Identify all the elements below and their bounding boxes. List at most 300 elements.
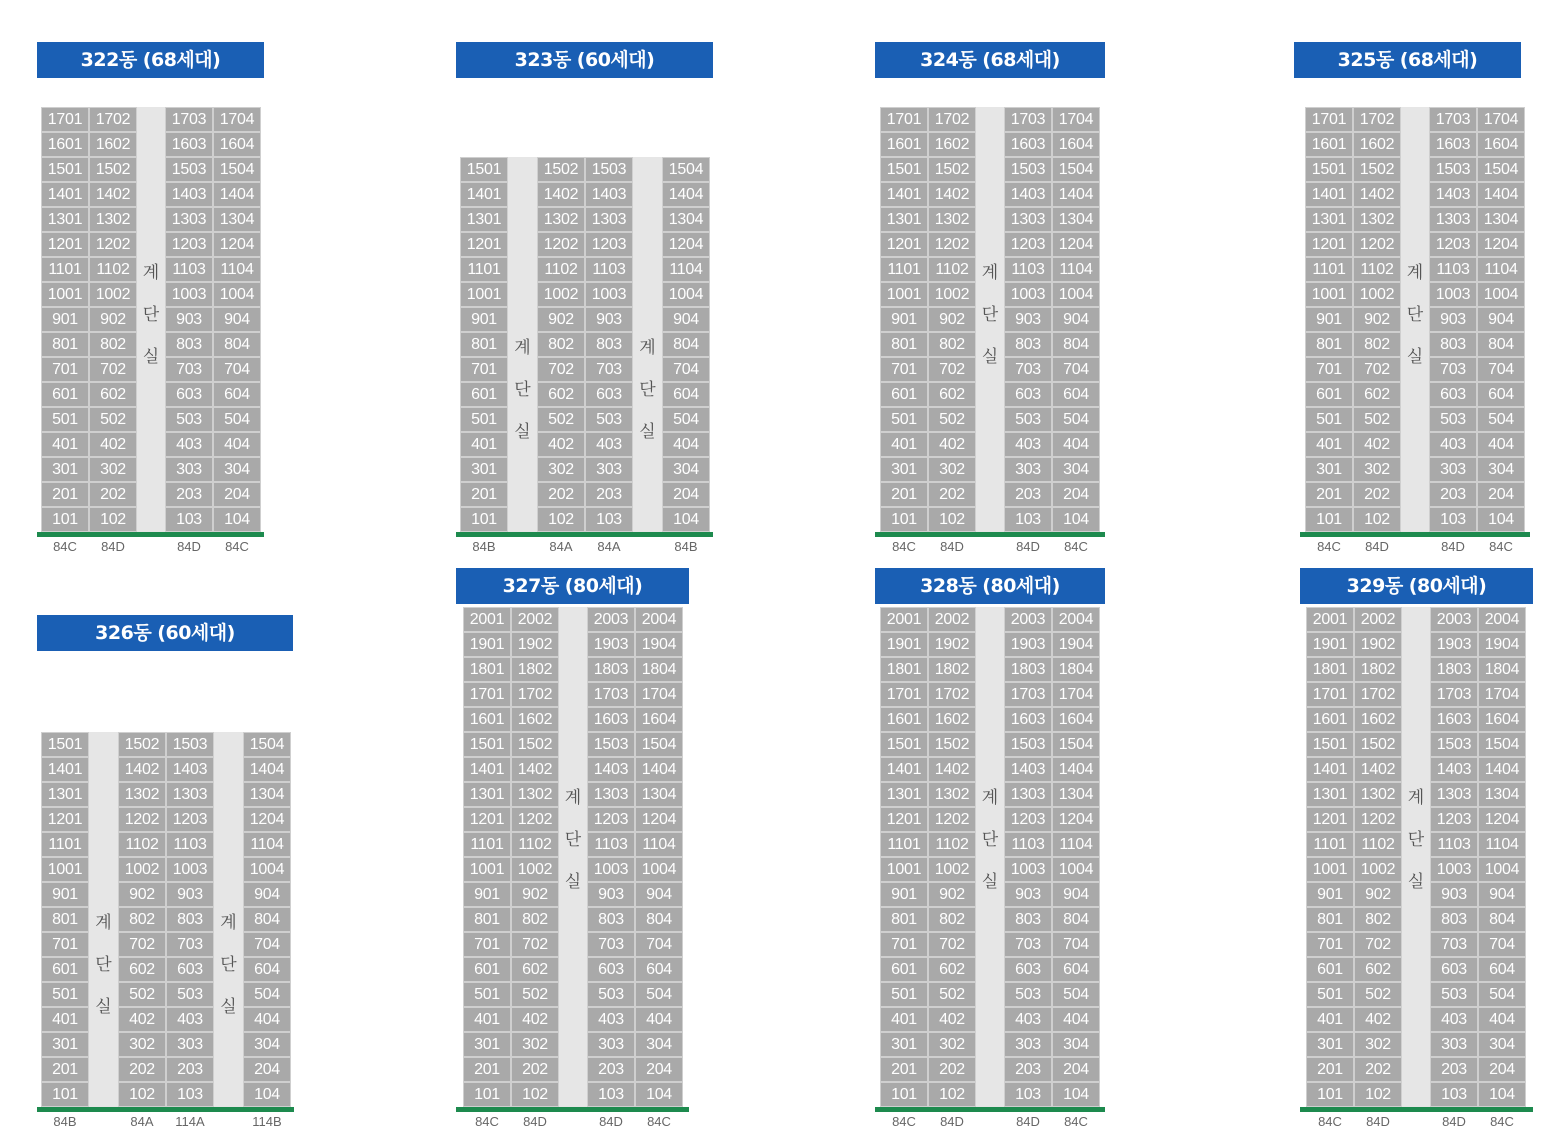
unit-cell: 2002 xyxy=(928,607,976,632)
unit-cell: 1004 xyxy=(213,282,261,307)
unit-cell: 301 xyxy=(460,457,508,482)
unit-cell: 1102 xyxy=(511,832,559,857)
stairwell xyxy=(633,157,662,532)
unit-type-label: 84C xyxy=(647,1114,671,1129)
unit-cell: 1404 xyxy=(1052,182,1100,207)
unit-cell: 802 xyxy=(89,332,137,357)
unit-cell: 1601 xyxy=(880,132,928,157)
unit-cell: 1401 xyxy=(41,757,89,782)
unit-cell: 1704 xyxy=(1478,682,1526,707)
unit-cell: 901 xyxy=(880,307,928,332)
unit-cell: 902 xyxy=(511,882,559,907)
unit-cell: 204 xyxy=(1477,482,1525,507)
stairwell xyxy=(976,107,1004,532)
unit-cell: 304 xyxy=(243,1032,291,1057)
unit-cell: 303 xyxy=(587,1032,635,1057)
unit-cell: 1501 xyxy=(460,157,508,182)
unit-cell: 301 xyxy=(1305,457,1353,482)
ground-line xyxy=(456,532,713,537)
stairwell xyxy=(1402,607,1430,1107)
unit-cell: 901 xyxy=(1305,307,1353,332)
stairwell-label: 계 단 실 xyxy=(514,338,531,442)
building-title: 323동 (60세대) xyxy=(456,42,713,78)
unit-cell: 1603 xyxy=(1430,707,1478,732)
unit-type-label: 84C xyxy=(53,539,77,554)
unit-cell: 102 xyxy=(537,507,585,532)
unit-cell: 102 xyxy=(511,1082,559,1107)
unit-cell: 801 xyxy=(41,907,89,932)
unit-cell: 204 xyxy=(1478,1057,1526,1082)
unit-cell: 103 xyxy=(166,1082,214,1107)
unit-cell: 1301 xyxy=(1305,207,1353,232)
unit-cell: 302 xyxy=(89,457,137,482)
unit-cell: 1302 xyxy=(537,207,585,232)
unit-cell: 601 xyxy=(41,957,89,982)
unit-cell: 702 xyxy=(1353,357,1401,382)
unit-cell: 1704 xyxy=(213,107,261,132)
unit-cell: 1901 xyxy=(463,632,511,657)
unit-cell: 603 xyxy=(166,957,214,982)
unit-cell: 1402 xyxy=(928,757,976,782)
unit-cell: 502 xyxy=(511,982,559,1007)
unit-cell: 602 xyxy=(928,957,976,982)
unit-type-label: 84C xyxy=(475,1114,499,1129)
unit-cell: 703 xyxy=(1004,357,1052,382)
unit-cell: 1304 xyxy=(213,207,261,232)
unit-cell: 1101 xyxy=(1306,832,1354,857)
unit-cell: 603 xyxy=(1429,382,1477,407)
unit-cell: 904 xyxy=(662,307,710,332)
unit-cell: 202 xyxy=(928,482,976,507)
unit-cell: 1501 xyxy=(41,157,89,182)
unit-cell: 104 xyxy=(662,507,710,532)
unit-cell: 303 xyxy=(1004,1032,1052,1057)
unit-cell: 1202 xyxy=(89,232,137,257)
unit-cell: 201 xyxy=(41,482,89,507)
unit-type-label: 84D xyxy=(1366,1114,1390,1129)
unit-cell: 1702 xyxy=(1354,682,1402,707)
unit-cell: 804 xyxy=(213,332,261,357)
unit-cell: 401 xyxy=(460,432,508,457)
unit-cell: 201 xyxy=(460,482,508,507)
unit-type-label: 84D xyxy=(599,1114,623,1129)
unit-cell: 302 xyxy=(928,457,976,482)
unit-type-label: 84C xyxy=(892,539,916,554)
unit-cell: 1202 xyxy=(928,232,976,257)
unit-cell: 402 xyxy=(537,432,585,457)
unit-cell: 804 xyxy=(1477,332,1525,357)
unit-cell: 1103 xyxy=(585,257,633,282)
unit-cell: 201 xyxy=(880,1057,928,1082)
unit-cell: 1404 xyxy=(662,182,710,207)
unit-type-label: 84D xyxy=(940,1114,964,1129)
unit-cell: 1301 xyxy=(41,207,89,232)
unit-cell: 303 xyxy=(1429,457,1477,482)
unit-cell: 101 xyxy=(463,1082,511,1107)
unit-cell: 404 xyxy=(662,432,710,457)
unit-cell: 1003 xyxy=(166,857,214,882)
unit-type-label: 84D xyxy=(1016,539,1040,554)
unit-cell: 1301 xyxy=(1306,782,1354,807)
unit-cell: 1402 xyxy=(511,757,559,782)
unit-cell: 801 xyxy=(460,332,508,357)
unit-cell: 603 xyxy=(165,382,213,407)
unit-cell: 1002 xyxy=(118,857,166,882)
unit-cell: 504 xyxy=(243,982,291,1007)
unit-cell: 1104 xyxy=(1477,257,1525,282)
unit-cell: 302 xyxy=(1353,457,1401,482)
unit-cell: 902 xyxy=(1354,882,1402,907)
unit-cell: 803 xyxy=(587,907,635,932)
building-title: 325동 (68세대) xyxy=(1294,42,1521,78)
unit-cell: 803 xyxy=(1004,332,1052,357)
unit-cell: 1804 xyxy=(1052,657,1100,682)
unit-cell: 1002 xyxy=(928,282,976,307)
unit-cell: 601 xyxy=(880,382,928,407)
unit-cell: 903 xyxy=(1429,307,1477,332)
unit-cell: 1303 xyxy=(1430,782,1478,807)
unit-cell: 1702 xyxy=(89,107,137,132)
unit-cell: 1404 xyxy=(1478,757,1526,782)
unit-cell: 402 xyxy=(928,1007,976,1032)
unit-type-label: 84C xyxy=(1064,539,1088,554)
unit-cell: 1903 xyxy=(1004,632,1052,657)
unit-cell: 1604 xyxy=(1478,707,1526,732)
unit-cell: 504 xyxy=(213,407,261,432)
unit-cell: 1801 xyxy=(463,657,511,682)
unit-cell: 801 xyxy=(1306,907,1354,932)
unit-type-label: 84B xyxy=(472,539,496,554)
unit-cell: 1502 xyxy=(89,157,137,182)
unit-cell: 1404 xyxy=(213,182,261,207)
unit-cell: 1603 xyxy=(1004,707,1052,732)
unit-cell: 801 xyxy=(1305,332,1353,357)
unit-cell: 501 xyxy=(460,407,508,432)
unit-cell: 1004 xyxy=(1477,282,1525,307)
unit-cell: 803 xyxy=(585,332,633,357)
unit-cell: 904 xyxy=(1477,307,1525,332)
unit-cell: 104 xyxy=(1052,507,1100,532)
unit-cell: 504 xyxy=(1052,407,1100,432)
unit-cell: 304 xyxy=(1478,1032,1526,1057)
unit-cell: 1001 xyxy=(41,282,89,307)
unit-cell: 501 xyxy=(1306,982,1354,1007)
unit-cell: 1402 xyxy=(537,182,585,207)
unit-cell: 1401 xyxy=(41,182,89,207)
unit-cell: 1302 xyxy=(511,782,559,807)
unit-cell: 203 xyxy=(1429,482,1477,507)
unit-cell: 103 xyxy=(1429,507,1477,532)
unit-cell: 1001 xyxy=(460,282,508,307)
unit-cell: 1002 xyxy=(537,282,585,307)
unit-cell: 501 xyxy=(463,982,511,1007)
unit-cell: 1301 xyxy=(463,782,511,807)
unit-cell: 1602 xyxy=(511,707,559,732)
unit-cell: 1103 xyxy=(1004,832,1052,857)
unit-cell: 703 xyxy=(587,932,635,957)
unit-cell: 601 xyxy=(880,957,928,982)
unit-cell: 1502 xyxy=(928,157,976,182)
unit-cell: 1601 xyxy=(1306,707,1354,732)
unit-cell: 1103 xyxy=(1429,257,1477,282)
unit-cell: 604 xyxy=(635,957,683,982)
unit-cell: 102 xyxy=(928,507,976,532)
unit-cell: 103 xyxy=(1004,507,1052,532)
unit-cell: 903 xyxy=(1430,882,1478,907)
unit-cell: 702 xyxy=(511,932,559,957)
unit-cell: 103 xyxy=(1430,1082,1478,1107)
unit-cell: 102 xyxy=(89,507,137,532)
unit-cell: 702 xyxy=(118,932,166,957)
unit-cell: 1203 xyxy=(587,807,635,832)
unit-cell: 904 xyxy=(243,882,291,907)
unit-cell: 1102 xyxy=(118,832,166,857)
unit-cell: 802 xyxy=(118,907,166,932)
stairwell-label: 계 단 실 xyxy=(639,338,656,442)
unit-cell: 604 xyxy=(1478,957,1526,982)
unit-cell: 1801 xyxy=(880,657,928,682)
unit-cell: 1003 xyxy=(1430,857,1478,882)
unit-cell: 203 xyxy=(1004,482,1052,507)
unit-cell: 802 xyxy=(537,332,585,357)
unit-cell: 401 xyxy=(463,1007,511,1032)
unit-cell: 1704 xyxy=(1052,107,1100,132)
unit-cell: 1702 xyxy=(511,682,559,707)
unit-cell: 702 xyxy=(537,357,585,382)
unit-cell: 702 xyxy=(928,932,976,957)
unit-cell: 1602 xyxy=(928,707,976,732)
ground-line xyxy=(1300,532,1530,537)
unit-cell: 704 xyxy=(1052,357,1100,382)
unit-cell: 503 xyxy=(166,982,214,1007)
unit-cell: 1504 xyxy=(213,157,261,182)
unit-cell: 202 xyxy=(537,482,585,507)
unit-cell: 1102 xyxy=(1354,832,1402,857)
unit-cell: 302 xyxy=(511,1032,559,1057)
unit-cell: 1103 xyxy=(166,832,214,857)
unit-cell: 902 xyxy=(118,882,166,907)
unit-cell: 303 xyxy=(166,1032,214,1057)
unit-cell: 502 xyxy=(928,407,976,432)
unit-cell: 1703 xyxy=(1429,107,1477,132)
unit-cell: 904 xyxy=(213,307,261,332)
unit-cell: 1203 xyxy=(1004,232,1052,257)
unit-cell: 803 xyxy=(1429,332,1477,357)
unit-cell: 504 xyxy=(1477,407,1525,432)
unit-cell: 404 xyxy=(1052,432,1100,457)
stairwell-label: 계 단 실 xyxy=(220,913,237,1017)
unit-cell: 1201 xyxy=(1306,807,1354,832)
unit-cell: 1003 xyxy=(165,282,213,307)
unit-cell: 1304 xyxy=(635,782,683,807)
unit-cell: 501 xyxy=(41,407,89,432)
unit-cell: 901 xyxy=(460,307,508,332)
unit-cell: 2004 xyxy=(1052,607,1100,632)
unit-cell: 601 xyxy=(1306,957,1354,982)
unit-cell: 202 xyxy=(928,1057,976,1082)
building-title: 327동 (80세대) xyxy=(456,568,689,604)
unit-cell: 1302 xyxy=(1354,782,1402,807)
unit-cell: 703 xyxy=(1430,932,1478,957)
unit-cell: 1503 xyxy=(1429,157,1477,182)
unit-cell: 1903 xyxy=(1430,632,1478,657)
unit-cell: 701 xyxy=(1305,357,1353,382)
unit-cell: 1402 xyxy=(89,182,137,207)
unit-cell: 1701 xyxy=(41,107,89,132)
unit-cell: 1202 xyxy=(511,807,559,832)
unit-cell: 703 xyxy=(585,357,633,382)
unit-cell: 1203 xyxy=(166,807,214,832)
unit-cell: 1302 xyxy=(118,782,166,807)
unit-cell: 1402 xyxy=(928,182,976,207)
unit-cell: 701 xyxy=(1306,932,1354,957)
unit-cell: 1504 xyxy=(1477,157,1525,182)
unit-cell: 302 xyxy=(1354,1032,1402,1057)
unit-cell: 1001 xyxy=(1306,857,1354,882)
unit-cell: 1002 xyxy=(1354,857,1402,882)
unit-cell: 104 xyxy=(1478,1082,1526,1107)
unit-cell: 1503 xyxy=(587,732,635,757)
unit-cell: 302 xyxy=(118,1032,166,1057)
unit-cell: 1004 xyxy=(1478,857,1526,882)
unit-cell: 402 xyxy=(928,432,976,457)
unit-cell: 103 xyxy=(587,1082,635,1107)
unit-cell: 1703 xyxy=(1430,682,1478,707)
unit-cell: 1103 xyxy=(1004,257,1052,282)
unit-cell: 1802 xyxy=(928,657,976,682)
unit-cell: 1702 xyxy=(1353,107,1401,132)
unit-cell: 1104 xyxy=(1478,832,1526,857)
unit-cell: 404 xyxy=(1052,1007,1100,1032)
unit-cell: 1001 xyxy=(880,857,928,882)
unit-type-label: 114A xyxy=(175,1114,205,1129)
unit-cell: 402 xyxy=(511,1007,559,1032)
unit-cell: 1701 xyxy=(1305,107,1353,132)
unit-cell: 1201 xyxy=(463,807,511,832)
unit-cell: 501 xyxy=(880,982,928,1007)
unit-cell: 1003 xyxy=(585,282,633,307)
unit-cell: 1204 xyxy=(1478,807,1526,832)
unit-cell: 1504 xyxy=(1478,732,1526,757)
unit-cell: 1402 xyxy=(1354,757,1402,782)
unit-cell: 1304 xyxy=(1052,782,1100,807)
unit-type-label: 84C xyxy=(1064,1114,1088,1129)
building-title: 324동 (68세대) xyxy=(875,42,1105,78)
unit-cell: 2001 xyxy=(463,607,511,632)
unit-cell: 401 xyxy=(880,1007,928,1032)
unit-type-label: 84D xyxy=(940,539,964,554)
unit-cell: 2003 xyxy=(1004,607,1052,632)
unit-cell: 304 xyxy=(1052,1032,1100,1057)
unit-cell: 404 xyxy=(1478,1007,1526,1032)
unit-cell: 703 xyxy=(1004,932,1052,957)
unit-cell: 1501 xyxy=(880,732,928,757)
unit-cell: 1202 xyxy=(1354,807,1402,832)
unit-cell: 1603 xyxy=(1429,132,1477,157)
unit-type-label: 84C xyxy=(1490,1114,1514,1129)
unit-cell: 402 xyxy=(89,432,137,457)
unit-cell: 2004 xyxy=(635,607,683,632)
unit-cell: 201 xyxy=(463,1057,511,1082)
unit-cell: 401 xyxy=(880,432,928,457)
unit-cell: 1504 xyxy=(1052,157,1100,182)
unit-type-label: 84B xyxy=(674,539,698,554)
unit-cell: 1304 xyxy=(1478,782,1526,807)
building-title: 328동 (80세대) xyxy=(875,568,1105,604)
unit-cell: 803 xyxy=(1430,907,1478,932)
unit-cell: 1101 xyxy=(460,257,508,282)
ground-line xyxy=(37,532,264,537)
unit-cell: 1601 xyxy=(1305,132,1353,157)
unit-cell: 1602 xyxy=(928,132,976,157)
unit-cell: 1302 xyxy=(928,782,976,807)
unit-type-label: 84D xyxy=(101,539,125,554)
unit-cell: 1002 xyxy=(511,857,559,882)
unit-cell: 1504 xyxy=(243,732,291,757)
unit-cell: 301 xyxy=(880,1032,928,1057)
unit-cell: 1204 xyxy=(1052,232,1100,257)
unit-cell: 804 xyxy=(1052,907,1100,932)
unit-cell: 1001 xyxy=(880,282,928,307)
unit-cell: 703 xyxy=(1429,357,1477,382)
unit-cell: 1303 xyxy=(1429,207,1477,232)
unit-cell: 502 xyxy=(1353,407,1401,432)
unit-cell: 903 xyxy=(1004,882,1052,907)
unit-cell: 1703 xyxy=(587,682,635,707)
unit-cell: 1901 xyxy=(880,632,928,657)
unit-cell: 503 xyxy=(1004,982,1052,1007)
unit-type-label: 84D xyxy=(177,539,201,554)
unit-cell: 702 xyxy=(89,357,137,382)
unit-cell: 101 xyxy=(41,507,89,532)
unit-cell: 201 xyxy=(41,1057,89,1082)
unit-cell: 1303 xyxy=(587,782,635,807)
unit-cell: 503 xyxy=(1429,407,1477,432)
unit-cell: 404 xyxy=(635,1007,683,1032)
unit-cell: 602 xyxy=(118,957,166,982)
unit-cell: 902 xyxy=(89,307,137,332)
unit-cell: 903 xyxy=(585,307,633,332)
unit-cell: 401 xyxy=(41,432,89,457)
unit-cell: 901 xyxy=(463,882,511,907)
unit-cell: 601 xyxy=(463,957,511,982)
unit-cell: 1403 xyxy=(165,182,213,207)
unit-type-label: 84C xyxy=(225,539,249,554)
unit-cell: 1202 xyxy=(928,807,976,832)
unit-cell: 1604 xyxy=(1052,707,1100,732)
unit-cell: 1301 xyxy=(880,207,928,232)
unit-cell: 802 xyxy=(928,907,976,932)
unit-cell: 1704 xyxy=(1477,107,1525,132)
unit-cell: 903 xyxy=(1004,307,1052,332)
unit-cell: 1902 xyxy=(511,632,559,657)
ground-line xyxy=(1300,1107,1533,1112)
unit-cell: 1802 xyxy=(1354,657,1402,682)
unit-cell: 401 xyxy=(41,1007,89,1032)
unit-cell: 1504 xyxy=(662,157,710,182)
unit-cell: 202 xyxy=(511,1057,559,1082)
unit-cell: 304 xyxy=(662,457,710,482)
unit-cell: 304 xyxy=(1052,457,1100,482)
unit-cell: 1603 xyxy=(1004,132,1052,157)
stairwell-label: 계 단 실 xyxy=(1406,263,1424,367)
unit-cell: 1701 xyxy=(880,682,928,707)
unit-cell: 1104 xyxy=(635,832,683,857)
unit-cell: 1601 xyxy=(880,707,928,732)
stairwell-label: 계 단 실 xyxy=(981,788,999,892)
unit-cell: 2002 xyxy=(511,607,559,632)
unit-cell: 104 xyxy=(1477,507,1525,532)
